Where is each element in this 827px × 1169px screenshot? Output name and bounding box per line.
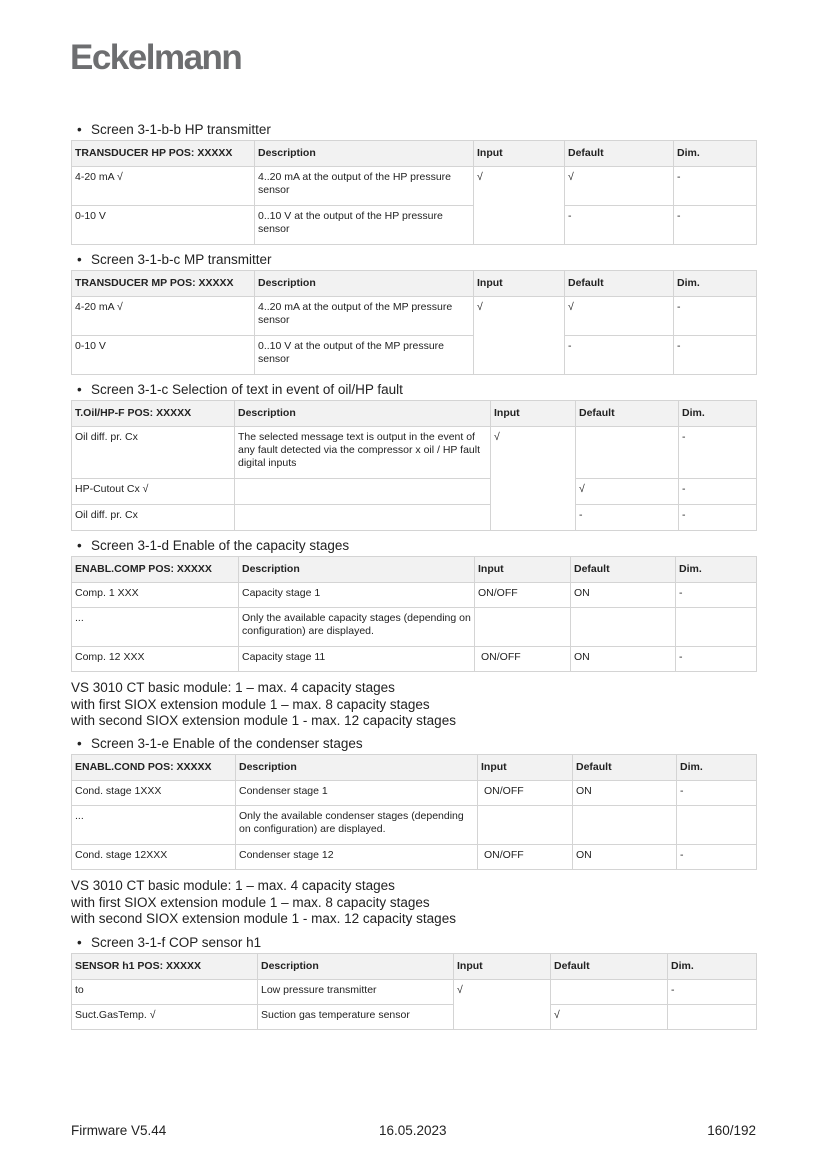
header-cell: Dim. bbox=[674, 141, 757, 167]
header-cell: Dim. bbox=[674, 271, 757, 297]
bullet-icon: • bbox=[77, 736, 82, 751]
section-cop-sensor-h1 bbox=[71, 934, 756, 1030]
table-cell: - bbox=[677, 845, 757, 870]
table-cell: Suct.GasTemp. √ bbox=[72, 1005, 258, 1030]
table-cell: Condenser stage 1 bbox=[236, 781, 478, 806]
header-cell: TRANSDUCER MP POS: XXXXX bbox=[72, 271, 255, 297]
mp-transmitter-table bbox=[71, 270, 757, 375]
section-title: Screen 3-1-f COP sensor h1 bbox=[91, 935, 262, 950]
table-cell: ON bbox=[573, 781, 677, 806]
bullet-icon: • bbox=[77, 538, 82, 553]
table-cell: Only the available condenser stages (depending on configuration) are displayed. bbox=[236, 806, 478, 845]
table-row bbox=[72, 647, 757, 672]
table-row bbox=[72, 427, 757, 479]
table-row bbox=[72, 336, 757, 375]
header-cell: Description bbox=[258, 954, 454, 980]
header-cell: Dim. bbox=[676, 557, 757, 583]
header-cell: TRANSDUCER HP POS: XXXXX bbox=[72, 141, 255, 167]
section-title: Screen 3-1-c Selection of text in event of oil/HP fault bbox=[91, 382, 403, 397]
table-cell: HP-Cutout Cx √ bbox=[72, 479, 235, 505]
oil-hp-fault-table bbox=[71, 400, 757, 531]
header-cell: Input bbox=[454, 954, 551, 980]
table-row bbox=[72, 806, 757, 845]
table-row bbox=[72, 583, 757, 608]
table-cell: 4..20 mA at the output of the MP pressure sensor bbox=[255, 297, 474, 336]
table-cell bbox=[677, 806, 757, 845]
table-header-row bbox=[72, 271, 757, 297]
table-cell: - bbox=[674, 336, 757, 375]
table-cell: ... bbox=[72, 608, 239, 647]
table-header-row bbox=[72, 557, 757, 583]
table-row bbox=[72, 479, 757, 505]
header-cell: Description bbox=[255, 271, 474, 297]
table-cell: Oil diff. pr. Cx bbox=[72, 505, 235, 531]
table-cell bbox=[235, 505, 491, 531]
table-cell: Condenser stage 12 bbox=[236, 845, 478, 870]
table-cell: ON/OFF bbox=[475, 583, 571, 608]
table-cell: - bbox=[576, 505, 679, 531]
table-cell: √ bbox=[551, 1005, 668, 1030]
table-row bbox=[72, 206, 757, 245]
section-enable-capacity-stages bbox=[71, 537, 756, 672]
table-row bbox=[72, 980, 757, 1005]
table-cell: The selected message text is output in the event of any fault detected via the compressor x oil / HP fault digital inputs bbox=[235, 427, 491, 479]
header-cell: T.Oil/HP-F POS: XXXXX bbox=[72, 401, 235, 427]
table-cell: ON/OFF bbox=[475, 647, 571, 672]
cop-sensor-table bbox=[71, 953, 757, 1030]
table-cell: ON/OFF bbox=[478, 781, 573, 806]
table-cell: Cond. stage 12XXX bbox=[72, 845, 236, 870]
table-cell: 0-10 V bbox=[72, 206, 255, 245]
condenser-stages-table bbox=[71, 754, 757, 870]
table-cell: 4-20 mA √ bbox=[72, 167, 255, 206]
footer-page-number: 160/192 bbox=[707, 1123, 756, 1138]
table-row bbox=[72, 167, 757, 206]
table-cell: ON/OFF bbox=[478, 845, 573, 870]
note-line: with first SIOX extension module 1 – max. 8 capacity stages bbox=[71, 696, 430, 712]
table-cell: - bbox=[674, 206, 757, 245]
capacity-stages-table bbox=[71, 556, 757, 672]
header-cell: ENABL.COND POS: XXXXX bbox=[72, 755, 236, 781]
table-cell: to bbox=[72, 980, 258, 1005]
header-cell: Description bbox=[235, 401, 491, 427]
header-cell: Default bbox=[576, 401, 679, 427]
hp-transmitter-table bbox=[71, 140, 757, 245]
table-cell: 0..10 V at the output of the HP pressure sensor bbox=[255, 206, 474, 245]
table-cell: √ bbox=[474, 167, 565, 245]
header-cell: Description bbox=[239, 557, 475, 583]
company-logo: Eckelmann bbox=[70, 38, 242, 77]
note-line: VS 3010 CT basic module: 1 – max. 4 capacity stages bbox=[71, 680, 395, 695]
header-cell: ENABL.COMP POS: XXXXX bbox=[72, 557, 239, 583]
capacity-stages-note bbox=[71, 680, 456, 730]
section-mp-transmitter bbox=[71, 251, 756, 375]
table-header-row bbox=[72, 141, 757, 167]
table-header-row bbox=[72, 755, 757, 781]
table-cell: √ bbox=[565, 167, 674, 206]
table-cell bbox=[478, 806, 573, 845]
table-cell: Capacity stage 1 bbox=[239, 583, 475, 608]
header-cell: Dim. bbox=[668, 954, 757, 980]
bullet-icon: • bbox=[77, 382, 82, 397]
table-cell: √ bbox=[454, 980, 551, 1030]
table-cell: - bbox=[674, 297, 757, 336]
table-cell: Only the available capacity stages (depending on configuration) are displayed. bbox=[239, 608, 475, 647]
table-cell: √ bbox=[576, 479, 679, 505]
table-cell: - bbox=[679, 505, 757, 531]
bullet-icon: • bbox=[77, 935, 82, 950]
header-cell: Input bbox=[478, 755, 573, 781]
header-cell: Default bbox=[551, 954, 668, 980]
header-cell: Default bbox=[565, 141, 674, 167]
table-row bbox=[72, 608, 757, 647]
header-cell: Description bbox=[255, 141, 474, 167]
bullet-icon: • bbox=[77, 122, 82, 137]
table-cell bbox=[573, 806, 677, 845]
table-cell bbox=[235, 479, 491, 505]
note-line: with second SIOX extension module 1 - max. 12 capacity stages bbox=[71, 911, 456, 926]
table-cell: 0-10 V bbox=[72, 336, 255, 375]
table-row bbox=[72, 1005, 757, 1030]
table-cell bbox=[576, 427, 679, 479]
header-cell: Description bbox=[236, 755, 478, 781]
table-cell: √ bbox=[474, 297, 565, 375]
table-cell: Suction gas temperature sensor bbox=[258, 1005, 454, 1030]
table-cell: - bbox=[676, 647, 757, 672]
table-cell: - bbox=[679, 427, 757, 479]
header-cell: Default bbox=[571, 557, 676, 583]
header-cell: Input bbox=[474, 271, 565, 297]
table-cell: Cond. stage 1XXX bbox=[72, 781, 236, 806]
table-cell bbox=[551, 980, 668, 1005]
section-title: Screen 3-1-e Enable of the condenser stages bbox=[91, 736, 363, 751]
table-cell: - bbox=[676, 583, 757, 608]
note-line: VS 3010 CT basic module: 1 – max. 4 capacity stages bbox=[71, 878, 395, 893]
header-cell: SENSOR h1 POS: XXXXX bbox=[72, 954, 258, 980]
section-enable-condenser-stages bbox=[71, 735, 756, 870]
header-cell: Default bbox=[565, 271, 674, 297]
table-cell: ... bbox=[72, 806, 236, 845]
table-row bbox=[72, 781, 757, 806]
table-cell: Low pressure transmitter bbox=[258, 980, 454, 1005]
table-cell: ON bbox=[571, 583, 676, 608]
header-cell: Input bbox=[474, 141, 565, 167]
table-cell bbox=[475, 608, 571, 647]
table-cell: Comp. 12 XXX bbox=[72, 647, 239, 672]
header-cell: Default bbox=[573, 755, 677, 781]
table-cell: Capacity stage 11 bbox=[239, 647, 475, 672]
table-cell bbox=[571, 608, 676, 647]
header-cell: Input bbox=[475, 557, 571, 583]
footer-firmware: Firmware V5.44 bbox=[71, 1123, 167, 1138]
section-title: Screen 3-1-b-c MP transmitter bbox=[91, 252, 272, 267]
table-row bbox=[72, 297, 757, 336]
table-header-row bbox=[72, 954, 757, 980]
table-header-row bbox=[72, 401, 757, 427]
header-cell: Input bbox=[491, 401, 576, 427]
table-cell: - bbox=[565, 336, 674, 375]
table-cell: - bbox=[677, 781, 757, 806]
table-cell bbox=[676, 608, 757, 647]
section-hp-transmitter bbox=[71, 121, 756, 245]
table-cell: 4..20 mA at the output of the HP pressure sensor bbox=[255, 167, 474, 206]
section-oil-hp-fault bbox=[71, 381, 756, 531]
table-cell: - bbox=[674, 167, 757, 206]
note-line: with second SIOX extension module 1 - max. 12 capacity stages bbox=[71, 713, 456, 728]
table-cell: - bbox=[679, 479, 757, 505]
table-cell: 0..10 V at the output of the MP pressure sensor bbox=[255, 336, 474, 375]
bullet-icon: • bbox=[77, 252, 82, 267]
table-cell bbox=[668, 1005, 757, 1030]
header-cell: Dim. bbox=[679, 401, 757, 427]
table-cell: Oil diff. pr. Cx bbox=[72, 427, 235, 479]
table-cell: - bbox=[668, 980, 757, 1005]
table-cell: √ bbox=[491, 427, 576, 531]
table-cell: ON bbox=[573, 845, 677, 870]
table-row bbox=[72, 505, 757, 531]
condenser-stages-note bbox=[71, 878, 456, 928]
table-cell: - bbox=[565, 206, 674, 245]
note-line: with first SIOX extension module 1 – max. 8 capacity stages bbox=[71, 894, 430, 910]
header-cell: Dim. bbox=[677, 755, 757, 781]
section-title: Screen 3-1-d Enable of the capacity stages bbox=[91, 538, 350, 553]
table-cell: ON bbox=[571, 647, 676, 672]
table-cell: 4-20 mA √ bbox=[72, 297, 255, 336]
table-cell: √ bbox=[565, 297, 674, 336]
table-row bbox=[72, 845, 757, 870]
section-title: Screen 3-1-b-b HP transmitter bbox=[91, 122, 271, 137]
table-cell: Comp. 1 XXX bbox=[72, 583, 239, 608]
footer-date: 16.05.2023 bbox=[379, 1123, 447, 1138]
